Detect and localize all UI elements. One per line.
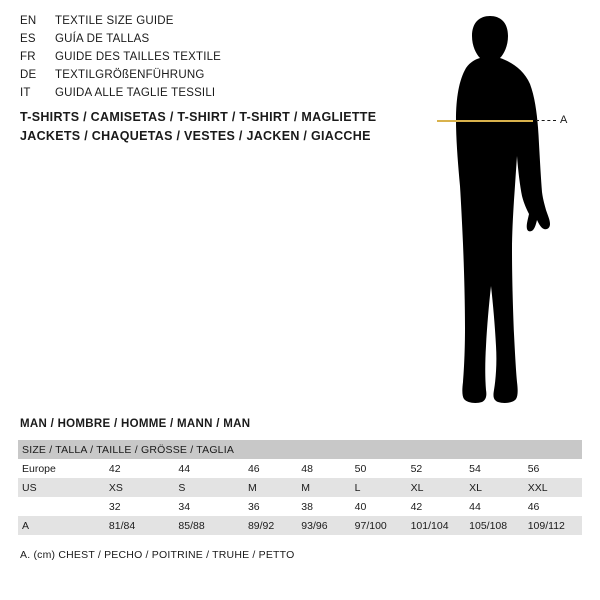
cell: 46 <box>524 497 582 516</box>
cell: 40 <box>351 497 407 516</box>
size-table <box>18 440 582 535</box>
table-row <box>18 516 582 535</box>
cell: 42 <box>407 497 466 516</box>
cell: 34 <box>174 497 244 516</box>
cell: 42 <box>105 459 175 478</box>
table-row <box>18 497 582 516</box>
language-row <box>20 33 350 51</box>
cell: 105/108 <box>465 516 524 535</box>
language-list <box>20 15 350 105</box>
language-text: GUIDE DES TAILLES TEXTILE <box>55 51 222 63</box>
language-code: ES <box>20 33 36 45</box>
cell: 44 <box>174 459 244 478</box>
cell: XXL <box>524 478 582 497</box>
language-code: DE <box>20 69 37 81</box>
language-text: GUIDA ALLE TAGLIE TESSILI <box>55 87 216 99</box>
row-label: US <box>18 478 105 497</box>
row-label: Europe <box>18 459 105 478</box>
cell: XL <box>407 478 466 497</box>
cell: 48 <box>297 459 350 478</box>
cell: 54 <box>465 459 524 478</box>
cell: 50 <box>351 459 407 478</box>
cell: XS <box>105 478 175 497</box>
cell: 38 <box>297 497 350 516</box>
measure-leader-line <box>536 120 556 121</box>
cell: 85/88 <box>174 516 244 535</box>
language-row <box>20 69 350 87</box>
cell: 109/112 <box>524 516 582 535</box>
cell: 97/100 <box>351 516 407 535</box>
footnote-chest-measure: A. (cm) CHEST / PECHO / POITRINE / TRUHE / PETTO <box>20 549 295 561</box>
cell: 56 <box>524 459 582 478</box>
cell: 52 <box>407 459 466 478</box>
language-row <box>20 87 350 105</box>
garment-categories <box>20 110 380 148</box>
table-header-row <box>18 440 582 459</box>
table-header-label: SIZE / TALLA / TAILLE / GRÖSSE / TAGLIA <box>18 440 244 459</box>
measure-label-a: A <box>560 114 568 126</box>
cell: M <box>244 478 297 497</box>
table-row <box>18 478 582 497</box>
language-row <box>20 51 350 69</box>
silhouette-icon <box>400 10 600 410</box>
male-silhouette-figure <box>400 10 600 410</box>
cell: 32 <box>105 497 175 516</box>
category-jackets: JACKETS / CHAQUETAS / VESTES / JACKEN / GIACCHE <box>20 129 371 143</box>
language-row <box>20 15 350 33</box>
row-label <box>18 497 105 516</box>
language-text: TEXTILE SIZE GUIDE <box>55 15 174 27</box>
table-row <box>18 459 582 478</box>
language-text: GUÍA DE TALLAS <box>55 33 150 45</box>
cell: 81/84 <box>105 516 175 535</box>
row-label: A <box>18 516 105 535</box>
language-code: IT <box>20 87 31 99</box>
cell: M <box>297 478 350 497</box>
cell: 93/96 <box>297 516 350 535</box>
language-code: EN <box>20 15 37 27</box>
cell: 36 <box>244 497 297 516</box>
language-text: TEXTILGRÖßENFÜHRUNG <box>55 69 205 81</box>
cell: 89/92 <box>244 516 297 535</box>
language-code: FR <box>20 51 36 63</box>
category-tshirts: T-SHIRTS / CAMISETAS / T-SHIRT / T-SHIRT / MAGLIETTE <box>20 110 377 124</box>
cell: 101/104 <box>407 516 466 535</box>
cell: XL <box>465 478 524 497</box>
cell: S <box>174 478 244 497</box>
cell: L <box>351 478 407 497</box>
cell: 46 <box>244 459 297 478</box>
table-title: MAN / HOMBRE / HOMME / MANN / MAN <box>20 418 251 430</box>
cell: 44 <box>465 497 524 516</box>
